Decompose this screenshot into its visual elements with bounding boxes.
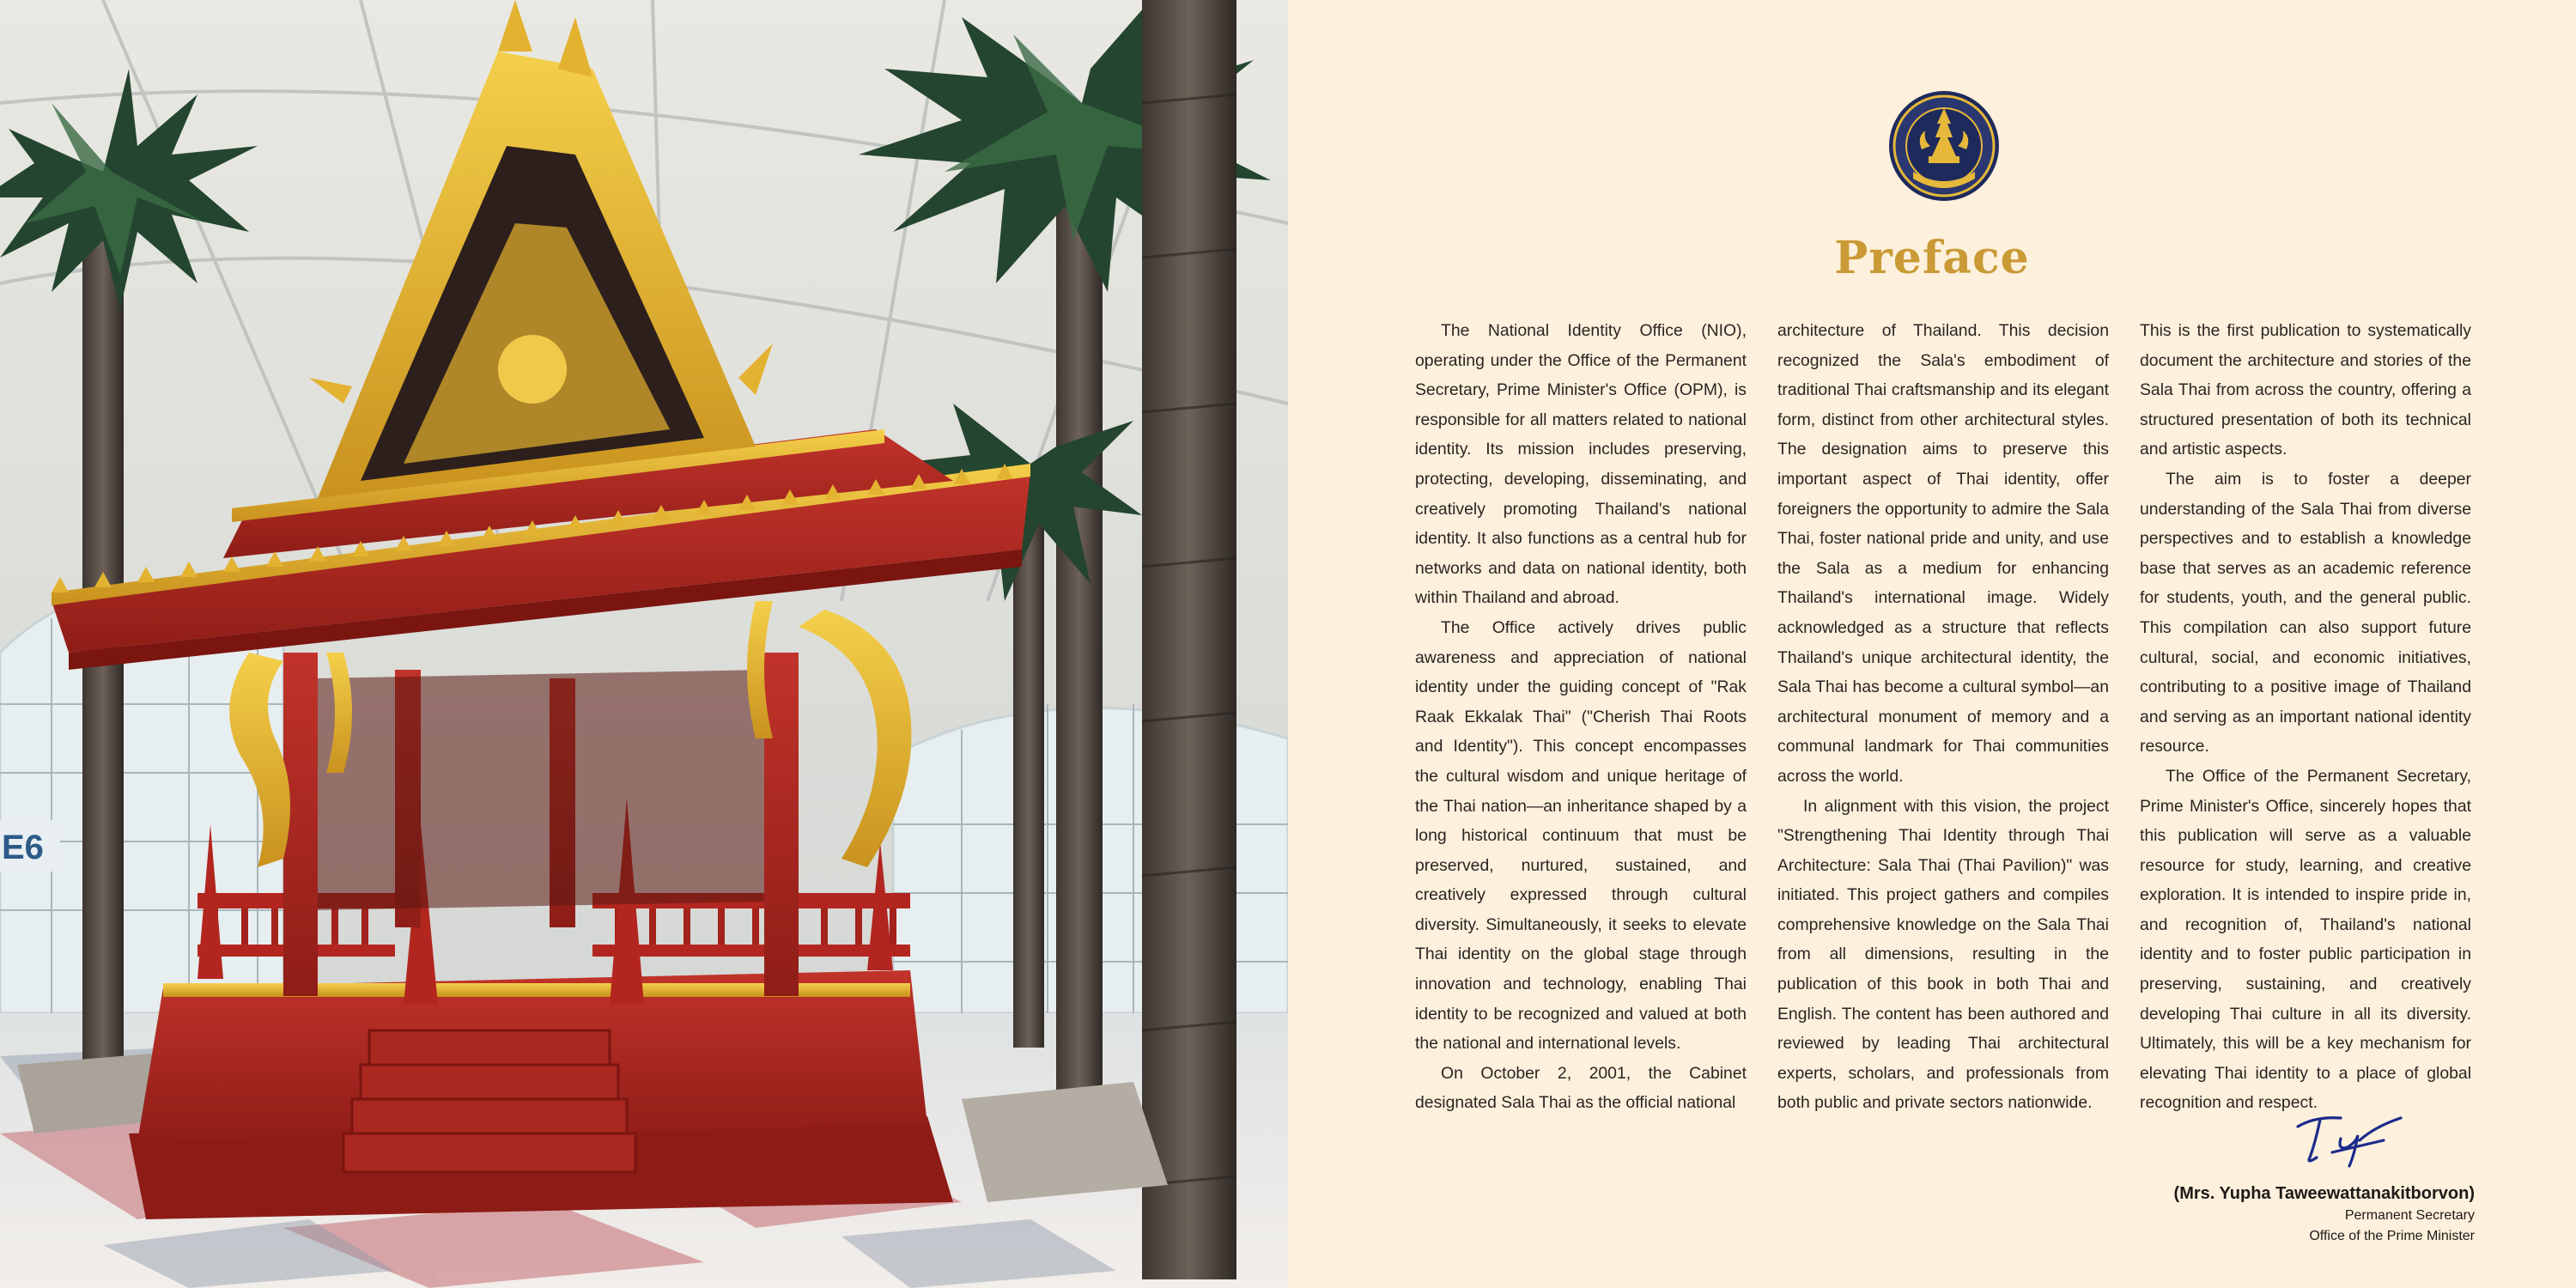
page-title: Preface [1834,232,2030,284]
paragraph: The National Identity Office (NIO), operating under the Office of the Permanent Secretary, Prime Minister's Office (OPM), is responsible for all matters related to national identity. Its mission includes preserving, protecting, developing, disseminating, and creatively promoting Thailand's national identity. It also functions as a central hub for networks and data on national identity, both within Thailand and abroad. [1415,321,1747,608]
signer-block [2174,1182,2475,1247]
gate-sign: E6 [2,829,44,866]
paragraph: The Office actively drives public awareness and appreciation of national identity under the guiding concept of "Rak Raak Ekkalak Thai" ("Cherish Thai Roots and Identity"). This concept encompasses the cultural wisdom and unique heritage of the Thai nation—an inheritance shaped by a long historical continuum that must be preserved, nurtured, sustained, and creatively expressed through cultural diversity. Simultaneously, it seeks to elevate Thai identity on the global stage through innovation and technology, enabling Thai identity to be recognized and valued at both the national and international levels. [1415,617,1747,1054]
text-column-2 [1777,316,2109,1118]
handwritten-signature-icon [2281,1101,2409,1170]
paragraph: On October 2, 2001, the Cabinet designated Sala Thai as the official national [1415,1063,1747,1113]
paragraph: In alignment with this vision, the project "Strengthening Thai Identity through Thai Architecture: Sala Thai (Thai Pavilion)" was initiated. This project gathers and compiles comprehensive knowledge on the Sala Thai from all dimensions, resulting in the publication of this book in both Thai and English. The content has been authored and reviewed by leading Thai architectural experts, scholars, and professionals from both public and private sectors nationwide. [1777,796,2109,1113]
paragraph: This is the first publication to systematically document the architecture and stories of the Sala Thai from across the country, offering a structured presentation of both its technical and artistic aspects. [2140,321,2471,459]
text-column-1 [1415,316,1747,1118]
signer-title: Permanent Secretary [2344,1208,2475,1223]
paragraph: The Office of the Permanent Secretary, Prime Minister's Office, sincerely hopes that this publication will serve as a valuable resource for study, learning, and creative exploration. It is intended to inspire pride in, and recognition of, Thailand's national identity and to foster public participation in preserving, sustaining, and creatively developing Thai culture in all its diversity. Ultimately, this will be a key mechanism for elevating Thai identity to a place of global recognition and respect. [2140,766,2471,1113]
paragraph: architecture of Thailand. This decision recognized the Sala's embodiment of traditional Thai craftsmanship and its elegant form, distinct from other architectural styles. The designation aims to preserve this important aspect of Thai identity, offer foreigners the opportunity to admire the Sala Thai, foster national pride and unity, and use the Sala as a medium for enhancing Thailand's international image. Widely acknowledged as a structure that reflects Thailand's unique architectural identity, the Sala Thai has become a cultural symbol—an architectural monument of memory and a communal landmark for Thai communities across the world. [1777,321,2109,786]
preface-page [1288,0,2576,1288]
office-emblem-icon [1887,89,2001,203]
signer-name: (Mrs. Yupha Taweewattanakitborvon) [2173,1184,2475,1203]
signer-office: Office of the Prime Minister [2309,1229,2475,1243]
paragraph: The aim is to foster a deeper understanding of the Sala Thai from diverse perspectives and to establish a knowledge base that serves as an academic reference for students, youth, and the general public. This compilation can also support future cultural, social, and economic initiatives, contributing to a positive image of Thailand and serving as an important national identity resource. [2140,469,2471,756]
text-column-3 [2140,316,2471,1118]
